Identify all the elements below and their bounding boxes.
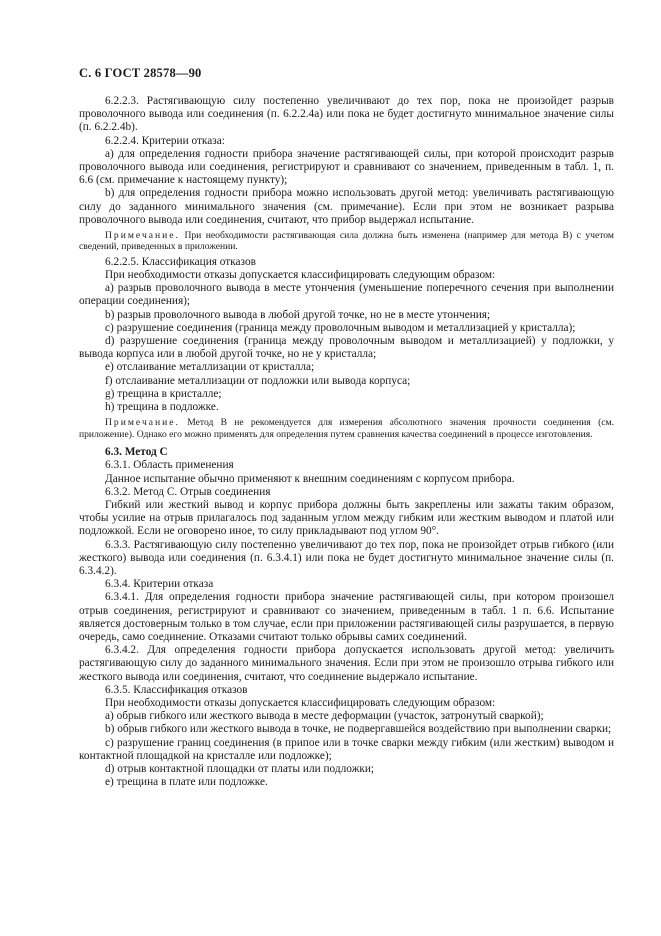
paragraph-6224-a: а) для определения годности прибора значение растягивающей силы, при которой происходит разрыв проволочного вывода или соединения, регистрируют и сравнивают со значением, приведенным в табл. 1, п. 6.6 (см. примечание к настоящему пункту);: [79, 147, 614, 187]
note-2-label: Примечание.: [105, 417, 180, 429]
list-item: f) отслаивание металлизации от подложки или вывода корпуса;: [105, 374, 411, 387]
list-item: g) трещина в кристалле;: [105, 387, 222, 400]
note-2: [79, 417, 614, 440]
section-632-title: 6.3.2. Метод С. Отрыв соединения: [105, 485, 271, 498]
list-item: а) разрыв проволочного вывода в месте утончения (уменьшение поперечного сечения при выполнении операции соединения);: [79, 282, 614, 308]
note-1-label: Примечание.: [105, 230, 180, 242]
paragraph-6223: 6.2.2.3. Растягивающую силу постепенно увеличивают до тех пор, пока не произойдет разрыв проволочного вывода или соединения (п. 6.2.2.4а) или пока не будет достигнуто минимальное значение силы (п. 6.2.2.4b).: [79, 95, 614, 134]
section-6342-text: 6.3.4.2. Для определения годности прибора допускается использовать другой метод: увеличить растягивающую силу до заданного минимального значения. Если при этом не произошло отрыва гибкого или жесткого вывода или соединения, считают, что соединение выдержало испытание.: [79, 644, 614, 683]
note-1-text: При необходимости растягивающая сила должна быть изменена (например для метода В) с учетом сведений, приведенных в приложении.: [79, 230, 614, 253]
paragraph-6224-b: b) для определения годности прибора можно использовать другой метод: увеличивать растягивающую силу до заданного минимального значения (см. примечание). Если при этом не возникает разрыва проволочного вывода или соединения, считают, что прибор выдержал испытание.: [79, 187, 614, 226]
list-item: d) отрыв контактной площадки от платы или подложки;: [105, 762, 375, 775]
section-631-title: 6.3.1. Область применения: [105, 459, 234, 472]
section-6341-text: 6.3.4.1. Для определения годности прибора значение растягивающей силы, при котором произошел отрыв соединения, регистрируют и сравнивают со значением, приведенным в табл. 1 п. 6.6. Испытание является достоверным только в том случае, если при приложении растягивающей силы разрушается, в первую очередь, само соединение. Отказами считают только обрывы самих соединений.: [79, 591, 614, 643]
paragraph-6224-title: 6.2.2.4. Критерии отказа:: [105, 134, 225, 147]
list-item: b) разрыв проволочного вывода в любой другой точке, но не в месте утончения;: [105, 308, 491, 321]
section-634-title: 6.3.4. Критерии отказа: [105, 578, 214, 591]
section-6225-title: 6.2.2.5. Классификация отказов: [105, 255, 256, 268]
list-item: h) трещина в подложке.: [105, 401, 219, 414]
list-item: e) трещина в плате или подложке.: [105, 776, 268, 789]
list-item: а) обрыв гибкого или жесткого вывода в месте деформации (участок, затронутый сваркой);: [105, 710, 544, 723]
page-header: С. 6 ГОСТ 28578—90: [79, 66, 202, 80]
list-item: d) разрушение соединения (граница между проволочным выводом и металлизацией) у подложки, у вывода корпуса или в любой другой точке, но не у кристалла;: [79, 335, 614, 361]
list-item: c) разрушение соединения (граница между проволочным выводом и металлизацией у кристалла);: [105, 321, 576, 334]
section-632-text: Гибкий или жесткий вывод и корпус прибора должны быть закреплены или зажаты таким образом, чтобы усилие на отрыв прилагалось под заданным углом между гибким или жестким выводом и платой или подложкой. Если не оговорено иное, то силу прикладывают под углом 90°.: [79, 498, 614, 538]
list-item: b) обрыв гибкого или жесткого вывода в точке, не подвергавшейся воздействию при выполнении сварки;: [105, 723, 612, 736]
list-item: c) разрушение границ соединения (в припое или в точке сварки между гибким (или жестким) выводом и контактной площадкой на кристалле или подложке);: [79, 736, 614, 762]
section-631-text: Данное испытание обычно применяют к внешним соединениям с корпусом прибора.: [105, 472, 515, 485]
section-633-text: 6.3.3. Растягивающую силу постепенно увеличивают до тех пор, пока не произойдет отрыв гибкого (или жесткого) вывода или соединения (п. 6.3.4.1) или пока не будет достигнуто минимальное значение силы (п. 6.3.4.2).: [79, 538, 614, 577]
section-635-intro: При необходимости отказы допускается классифицировать следующим образом:: [105, 696, 496, 709]
section-635-title: 6.3.5. Классификация отказов: [105, 683, 248, 696]
note-2-text: Метод В не рекомендуется для измерения абсолютного значения прочности соединения (см. приложение). Однако его можно применять для определения путем сравнения качества соединений в процессе изготовления.: [79, 417, 614, 440]
document-body: [79, 95, 614, 789]
section-63-title: 6.3. Метод С: [105, 446, 168, 459]
section-6225-intro: При необходимости отказы допускается классифицировать следующим образом:: [105, 269, 496, 282]
note-1: [79, 230, 614, 253]
list-item: e) отслаивание металлизации от кристалла;: [105, 361, 315, 374]
